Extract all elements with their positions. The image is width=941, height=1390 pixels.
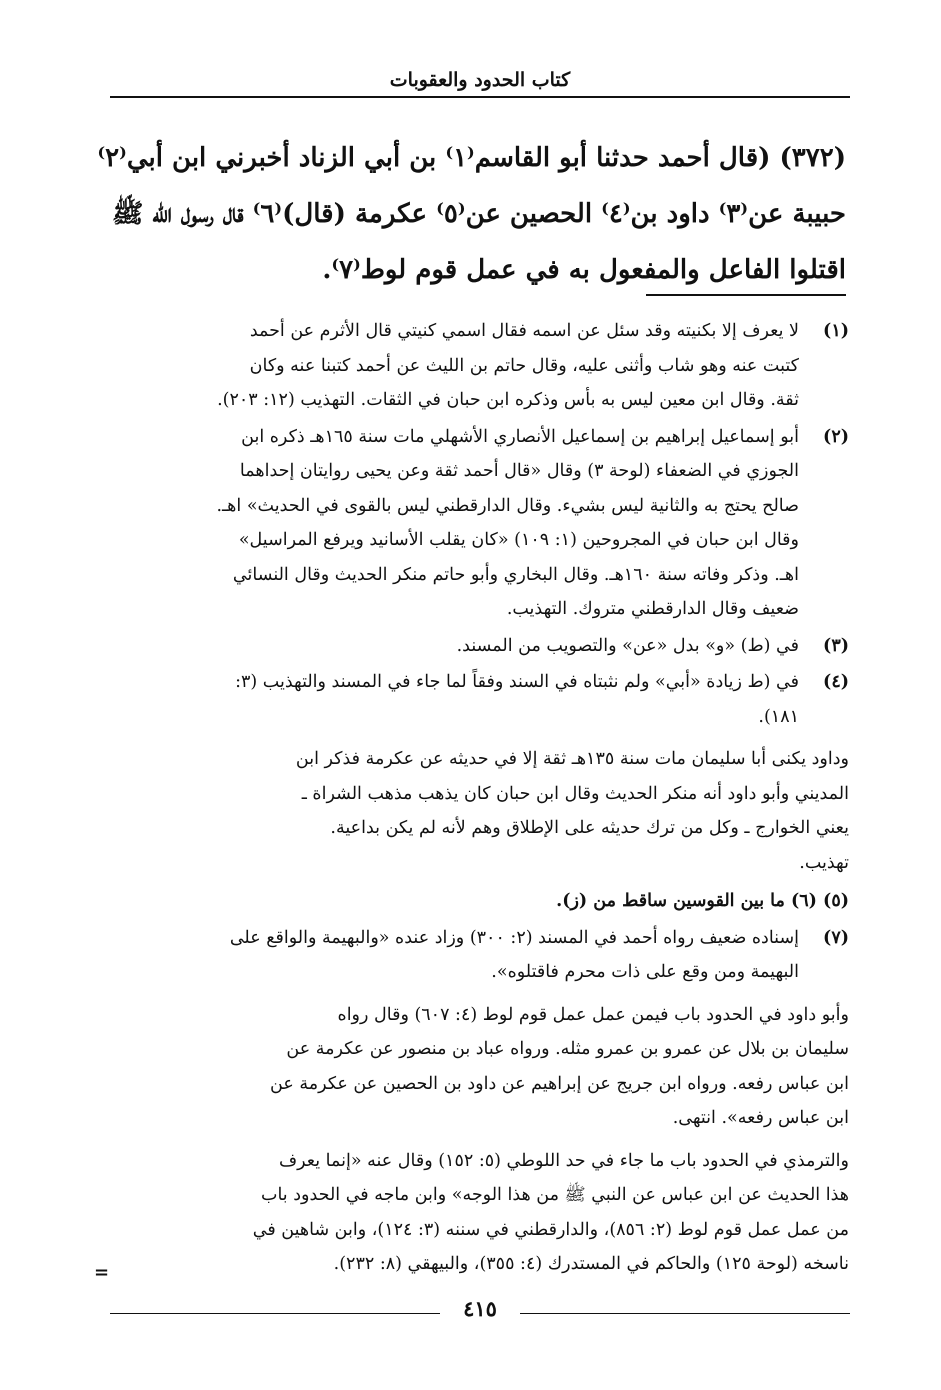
footnote-4: [99, 665, 849, 734]
footnote-number: (٣): [823, 635, 849, 656]
footnote-line: سليمان بن بلال عن عمرو بن عمرو مثله. ورواه عباد بن منصور عن عكرمة عن: [286, 1039, 849, 1059]
footnote-line: ضعيف وقال الدارقطني متروك. التهذيب.: [506, 599, 799, 619]
footnote-line: هذا الحديث عن ابن عباس عن النبي ﷺ من هذا الوجه» وابن ماجه في الحدود باب: [260, 1185, 849, 1205]
footnote-line: وداود يكنى أبا سليمان مات سنة ١٣٥هـ ثقة إلا في حديثه عن عكرمة فذكر ابن: [295, 749, 849, 769]
footnote-line: ابن عباس رفعه. ورواه ابن جريج عن إبراهيم عن داود بن الحصين عن عكرمة عن: [270, 1073, 849, 1094]
footnote-line: كتبت عنه وهو شاب وأثنى عليه، وقال حاتم بن الليث عن أحمد كتبنا عنه وكان: [249, 355, 799, 376]
footnote-line: اهـ. وذكر وفاته سنة ١٦٠هـ. وقال البخاري وأبو حاتم منكر الحديث وقال النسائي: [232, 564, 799, 585]
footnote-7: [99, 921, 849, 990]
page-footer: [110, 1296, 850, 1326]
footnote-line: وأبو داود في الحدود باب فيمن عمل عمل قوم لوط (٤: ٦٠٧) وقال رواه: [337, 1004, 849, 1025]
footnote-line: الجوزي في الضعفاء (لوحة ٣) وقال «قال أحمد ثقة وعن يحيى روايتان إحداهما: [239, 461, 799, 481]
footnote-body: [99, 314, 799, 418]
footnote-line: ابن عباس رفعه». انتهى.: [672, 1108, 849, 1128]
footnote-line: أبو إسماعيل إبراهيم بن إسماعيل الأنصاري الأشهلي مات سنة ١٦٥هـ ذكره ابن: [241, 426, 799, 447]
footnote-line: صالح يحتج به والثانية ليس بشيء. وقال الدارقطني ليس بالقوى في الحديث» اهـ.: [216, 495, 799, 516]
hadith-text: [96, 130, 846, 298]
footnote-body: [99, 921, 799, 990]
header-rule: [110, 96, 850, 98]
hadith-line: اقتلوا الفاعل والمفعول به في عمل قوم لوط⁽٧⁾.: [322, 255, 846, 285]
footnote-2: [99, 420, 849, 627]
footnotes: [99, 314, 849, 1284]
footnote-line: المديني وأبو داود أنه منكر الحديث وقال ابن حبان كان يذهب مذهب الشراة ـ: [301, 783, 849, 804]
footnote-number: (٢): [823, 426, 849, 447]
footnote-3: [99, 629, 849, 664]
footnote-line: تهذيب.: [799, 852, 849, 873]
footnote-number: (٤): [823, 672, 849, 692]
footnote-number: (٧): [823, 927, 849, 948]
footnote-body: [99, 665, 799, 734]
footnote-7-continuation-1: [99, 998, 849, 1136]
footnote-line: إسناده ضعيف رواه أحمد في المسند (٢: ٣٠٠) وزاد عنده «والبهيمة والواقع على: [229, 927, 799, 948]
footnote-body: [99, 629, 799, 664]
footnote-line: وقال ابن حبان في المجروحين (١: ١٠٩) «كان يقلب الأسانيد ويرفع المراسيل»: [238, 530, 799, 550]
footnotes-separator: [646, 294, 846, 296]
footnote-line: والترمذي في الحدود باب ما جاء في حد اللوطي (٥: ١٥٢) وقال عنه «إنما يعرف: [279, 1150, 849, 1171]
footnote-body: [99, 420, 799, 627]
footnote-line: ١٨١).: [758, 706, 799, 727]
footnote-line: البهيمة ومن وقع على ذات محرم فاقتلوه».: [491, 962, 799, 982]
footnote-line: ثقة. وقال ابن معين ليس به بأس وذكره ابن حبان في الثقات. التهذيب (١٢: ٢٠٣).: [217, 390, 799, 410]
page-number: ٤١٥: [463, 1296, 497, 1321]
hadith-line: حبيبة عن⁽٣⁾ داود بن⁽٤⁾ الحصين عن⁽٥⁾ عكرمة (قال)⁽٦⁾ قال رسول الله ﷺ: [111, 199, 846, 229]
continuation-mark: =: [94, 1262, 110, 1283]
footnote-1: [99, 314, 849, 418]
footnote-line: في (ط) «و» بدل «عن» والتصويب من المسند.: [456, 635, 799, 656]
footer-rule-left: [110, 1313, 440, 1314]
running-title: كتاب الحدود والعقوبات: [389, 69, 571, 91]
footnote-line: لا يعرف إلا بكنيته وقد سئل عن اسمه فقال اسمي كنيتي قال الأثرم عن أحمد: [249, 321, 799, 341]
footnote-number: (١): [823, 321, 849, 341]
footnote-line: يعني الخوارج ـ وكل من ترك حديثه على الإطلاق وهم لأنه لم يكن بداعية.: [330, 818, 849, 838]
footnote-4-continuation: [99, 742, 849, 880]
footnote-line: ناسخه (لوحة ١٢٥) والحاكم في المستدرك (٤: ٣٥٥)، والبيهقي (٨: ٢٣٢).: [333, 1254, 849, 1274]
footnote-5-6: (٥) (٦) ما بين القوسين ساقط من (ز).: [556, 891, 849, 911]
footnote-line: من عمل عمل قوم لوط (٢: ٨٥٦)، والدارقطني في سننه (٣: ١٢٤)، وابن شاهين في: [252, 1219, 849, 1240]
footnote-7-continuation-2: [99, 1144, 849, 1282]
footnote-line: في (ط زيادة «أبي» ولم نثبتاه في السند وفقاً لما جاء في المسند والتهذيب (٣:: [235, 672, 799, 692]
hadith-line: (٣٧٢) (قال أحمد حدثنا أبو القاسم⁽١⁾ بن أبي الزناد أخبرني ابن أبي⁽٢⁾: [97, 143, 846, 173]
footer-rule-right: [520, 1313, 850, 1314]
